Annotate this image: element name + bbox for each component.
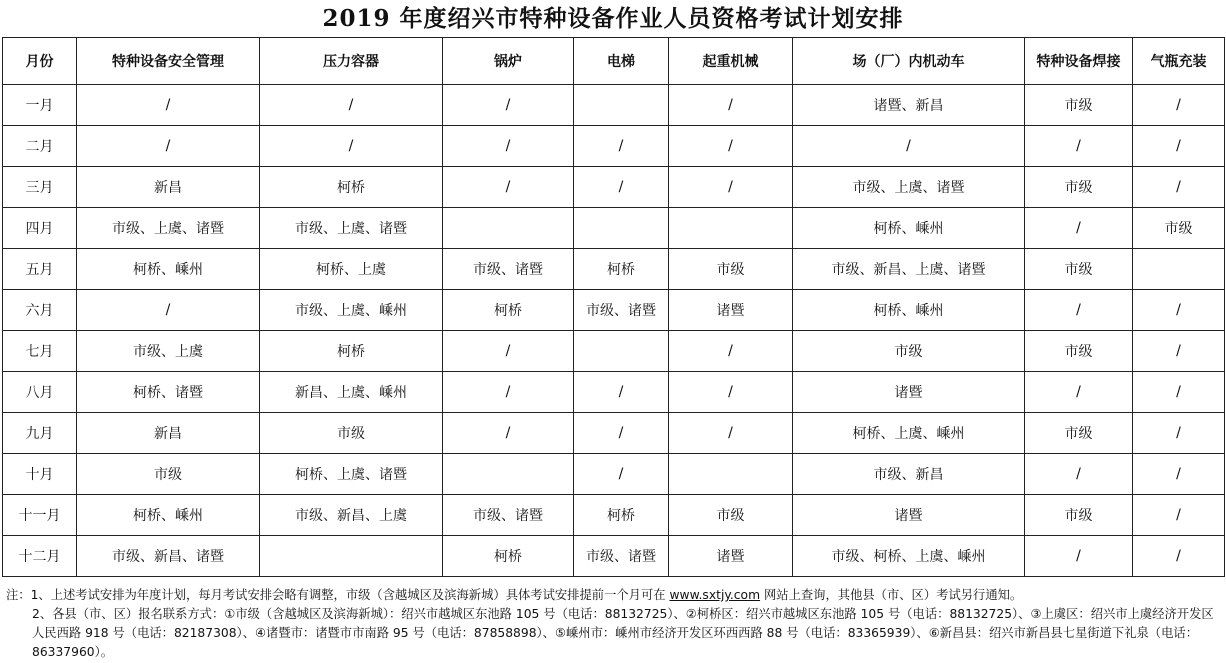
schedule-cell: 市级、诸暨	[443, 249, 574, 290]
schedule-cell	[669, 454, 793, 495]
column-header: 月份	[3, 38, 77, 85]
table-row	[3, 85, 1225, 126]
schedule-cell: 市级	[77, 454, 260, 495]
schedule-cell	[574, 85, 669, 126]
schedule-cell: 柯桥、嵊州	[77, 249, 260, 290]
table-header-row	[3, 38, 1225, 85]
column-header: 压力容器	[260, 38, 443, 85]
schedule-cell: /	[669, 372, 793, 413]
exam-schedule-table	[2, 37, 1225, 577]
schedule-cell: 市级、上虞	[77, 331, 260, 372]
schedule-cell: /	[669, 331, 793, 372]
schedule-cell: 柯桥、嵊州	[77, 495, 260, 536]
schedule-cell: /	[260, 85, 443, 126]
schedule-cell: /	[1133, 454, 1225, 495]
schedule-cell: 市级、诸暨	[574, 536, 669, 577]
schedule-cell: 柯桥、上虞、嵊州	[793, 413, 1025, 454]
schedule-cell: 市级、新昌、上虞	[260, 495, 443, 536]
month-cell: 三月	[3, 167, 77, 208]
column-header: 特种设备焊接	[1025, 38, 1133, 85]
website-link[interactable]: www.sxtjy.com	[669, 588, 761, 602]
schedule-cell: 市级	[793, 331, 1025, 372]
schedule-cell: 市级、新昌、上虞、诸暨	[793, 249, 1025, 290]
schedule-cell: 柯桥、嵊州	[793, 208, 1025, 249]
schedule-cell: /	[77, 290, 260, 331]
schedule-cell: 市级	[1025, 413, 1133, 454]
month-cell: 九月	[3, 413, 77, 454]
schedule-cell	[574, 208, 669, 249]
note-1-prefix: 注：1、上述考试安排为年度计划，每月考试安排会略有调整，市级（含越城区及滨海新城）具体考试安排提前一个月可在	[6, 588, 666, 602]
schedule-cell: 市级、柯桥、上虞、嵊州	[793, 536, 1025, 577]
table-body	[3, 85, 1225, 577]
schedule-cell: 市级	[1025, 331, 1133, 372]
schedule-cell: 新昌	[77, 413, 260, 454]
schedule-cell: /	[1133, 167, 1225, 208]
notes	[6, 586, 1221, 662]
column-header: 锅炉	[443, 38, 574, 85]
schedule-cell: /	[1025, 208, 1133, 249]
schedule-cell: 市级、上虞、诸暨	[77, 208, 260, 249]
schedule-cell: /	[77, 126, 260, 167]
page-title: 2019 年度绍兴市特种设备作业人员资格考试计划安排	[322, 5, 904, 32]
schedule-cell: /	[1025, 290, 1133, 331]
table-row	[3, 413, 1225, 454]
month-cell: 四月	[3, 208, 77, 249]
schedule-cell: /	[1025, 536, 1133, 577]
schedule-cell: 柯桥、嵊州	[793, 290, 1025, 331]
schedule-cell: 新昌、上虞、嵊州	[260, 372, 443, 413]
month-cell: 一月	[3, 85, 77, 126]
month-cell: 二月	[3, 126, 77, 167]
schedule-cell: 诸暨	[793, 495, 1025, 536]
schedule-cell: 市级、上虞、诸暨	[793, 167, 1025, 208]
schedule-cell: 市级	[1025, 495, 1133, 536]
schedule-cell	[443, 454, 574, 495]
schedule-cell: /	[574, 413, 669, 454]
schedule-cell: 诸暨	[669, 290, 793, 331]
month-cell: 十月	[3, 454, 77, 495]
schedule-cell: /	[1133, 372, 1225, 413]
month-cell: 十一月	[3, 495, 77, 536]
table-row	[3, 372, 1225, 413]
schedule-cell: /	[669, 413, 793, 454]
schedule-cell: 柯桥、上虞、诸暨	[260, 454, 443, 495]
table-row	[3, 290, 1225, 331]
schedule-cell: 市级、诸暨	[574, 290, 669, 331]
month-cell: 十二月	[3, 536, 77, 577]
month-cell: 八月	[3, 372, 77, 413]
schedule-cell: 柯桥、诸暨	[77, 372, 260, 413]
table-row	[3, 208, 1225, 249]
schedule-cell: /	[669, 167, 793, 208]
schedule-cell: /	[1133, 413, 1225, 454]
column-header: 场（厂）内机动车	[793, 38, 1025, 85]
schedule-cell: 市级	[1025, 249, 1133, 290]
table-row	[3, 126, 1225, 167]
column-header: 特种设备安全管理	[77, 38, 260, 85]
schedule-cell: /	[1133, 126, 1225, 167]
table-row	[3, 536, 1225, 577]
table-row	[3, 454, 1225, 495]
note-1	[6, 586, 1221, 605]
schedule-cell: 柯桥	[260, 167, 443, 208]
schedule-cell	[669, 208, 793, 249]
schedule-cell	[443, 208, 574, 249]
column-header: 起重机械	[669, 38, 793, 85]
schedule-cell: /	[443, 413, 574, 454]
schedule-cell: /	[260, 126, 443, 167]
schedule-cell: /	[793, 126, 1025, 167]
note-2: 2、各县（市、区）报名联系方式：①市级（含越城区及滨海新城）：绍兴市越城区东池路 105 号（电话：88132725）、②柯桥区：绍兴市越城区东池路 105 号（电话：88132725）、③上虞区：绍兴市上虞经济开发区人民西路 918 号（电话：82187308）、④诸暨市：诸暨市市南路 95 号（电话：87858898）、⑤嵊州市：嵊州市经济开发区环西西路 88 号（电话：83365939）、⑥新昌县：绍兴市新昌县七星街道下礼泉（电话：86337960）。	[32, 607, 1214, 659]
schedule-cell: 柯桥	[574, 249, 669, 290]
schedule-cell: 市级、上虞、嵊州	[260, 290, 443, 331]
schedule-cell: /	[1133, 85, 1225, 126]
table-row	[3, 249, 1225, 290]
table-row	[3, 167, 1225, 208]
schedule-cell: 柯桥	[260, 331, 443, 372]
schedule-cell: 市级、诸暨	[443, 495, 574, 536]
schedule-cell: 市级	[1133, 208, 1225, 249]
schedule-cell: /	[1133, 331, 1225, 372]
schedule-cell: 市级	[260, 413, 443, 454]
schedule-cell: /	[443, 331, 574, 372]
schedule-cell: /	[77, 85, 260, 126]
schedule-cell: 柯桥	[574, 495, 669, 536]
schedule-cell: /	[669, 126, 793, 167]
schedule-cell: /	[1025, 126, 1133, 167]
schedule-cell: 市级、新昌	[793, 454, 1025, 495]
schedule-cell: 柯桥	[443, 536, 574, 577]
month-cell: 七月	[3, 331, 77, 372]
schedule-cell: 市级	[1025, 85, 1133, 126]
schedule-cell: /	[443, 167, 574, 208]
schedule-cell: 市级	[1025, 167, 1133, 208]
table-row	[3, 495, 1225, 536]
schedule-cell: 柯桥、上虞	[260, 249, 443, 290]
schedule-cell: /	[1025, 454, 1133, 495]
schedule-cell: 新昌	[77, 167, 260, 208]
schedule-cell: /	[574, 454, 669, 495]
schedule-cell: 市级、新昌、诸暨	[77, 536, 260, 577]
schedule-cell: /	[443, 372, 574, 413]
schedule-cell	[574, 331, 669, 372]
column-header: 电梯	[574, 38, 669, 85]
month-cell: 五月	[3, 249, 77, 290]
schedule-cell	[260, 536, 443, 577]
schedule-cell: /	[574, 167, 669, 208]
schedule-cell: /	[1133, 290, 1225, 331]
column-header: 气瓶充装	[1133, 38, 1225, 85]
schedule-cell: 柯桥	[443, 290, 574, 331]
schedule-cell: /	[1133, 495, 1225, 536]
month-cell: 六月	[3, 290, 77, 331]
schedule-cell: 诸暨	[669, 536, 793, 577]
table-row	[3, 331, 1225, 372]
schedule-cell: /	[1025, 372, 1133, 413]
schedule-cell: /	[443, 126, 574, 167]
schedule-cell: /	[669, 85, 793, 126]
schedule-cell: /	[574, 126, 669, 167]
schedule-cell: 市级	[669, 249, 793, 290]
note-1-suffix: 网站上查询，其他县（市、区）考试另行通知。	[763, 588, 1023, 602]
schedule-cell: 市级	[669, 495, 793, 536]
schedule-cell: /	[1133, 536, 1225, 577]
schedule-cell: 市级、上虞、诸暨	[260, 208, 443, 249]
schedule-cell	[1133, 249, 1225, 290]
schedule-cell: /	[443, 85, 574, 126]
schedule-cell: 诸暨、新昌	[793, 85, 1025, 126]
schedule-cell: 诸暨	[793, 372, 1025, 413]
schedule-cell: /	[574, 372, 669, 413]
